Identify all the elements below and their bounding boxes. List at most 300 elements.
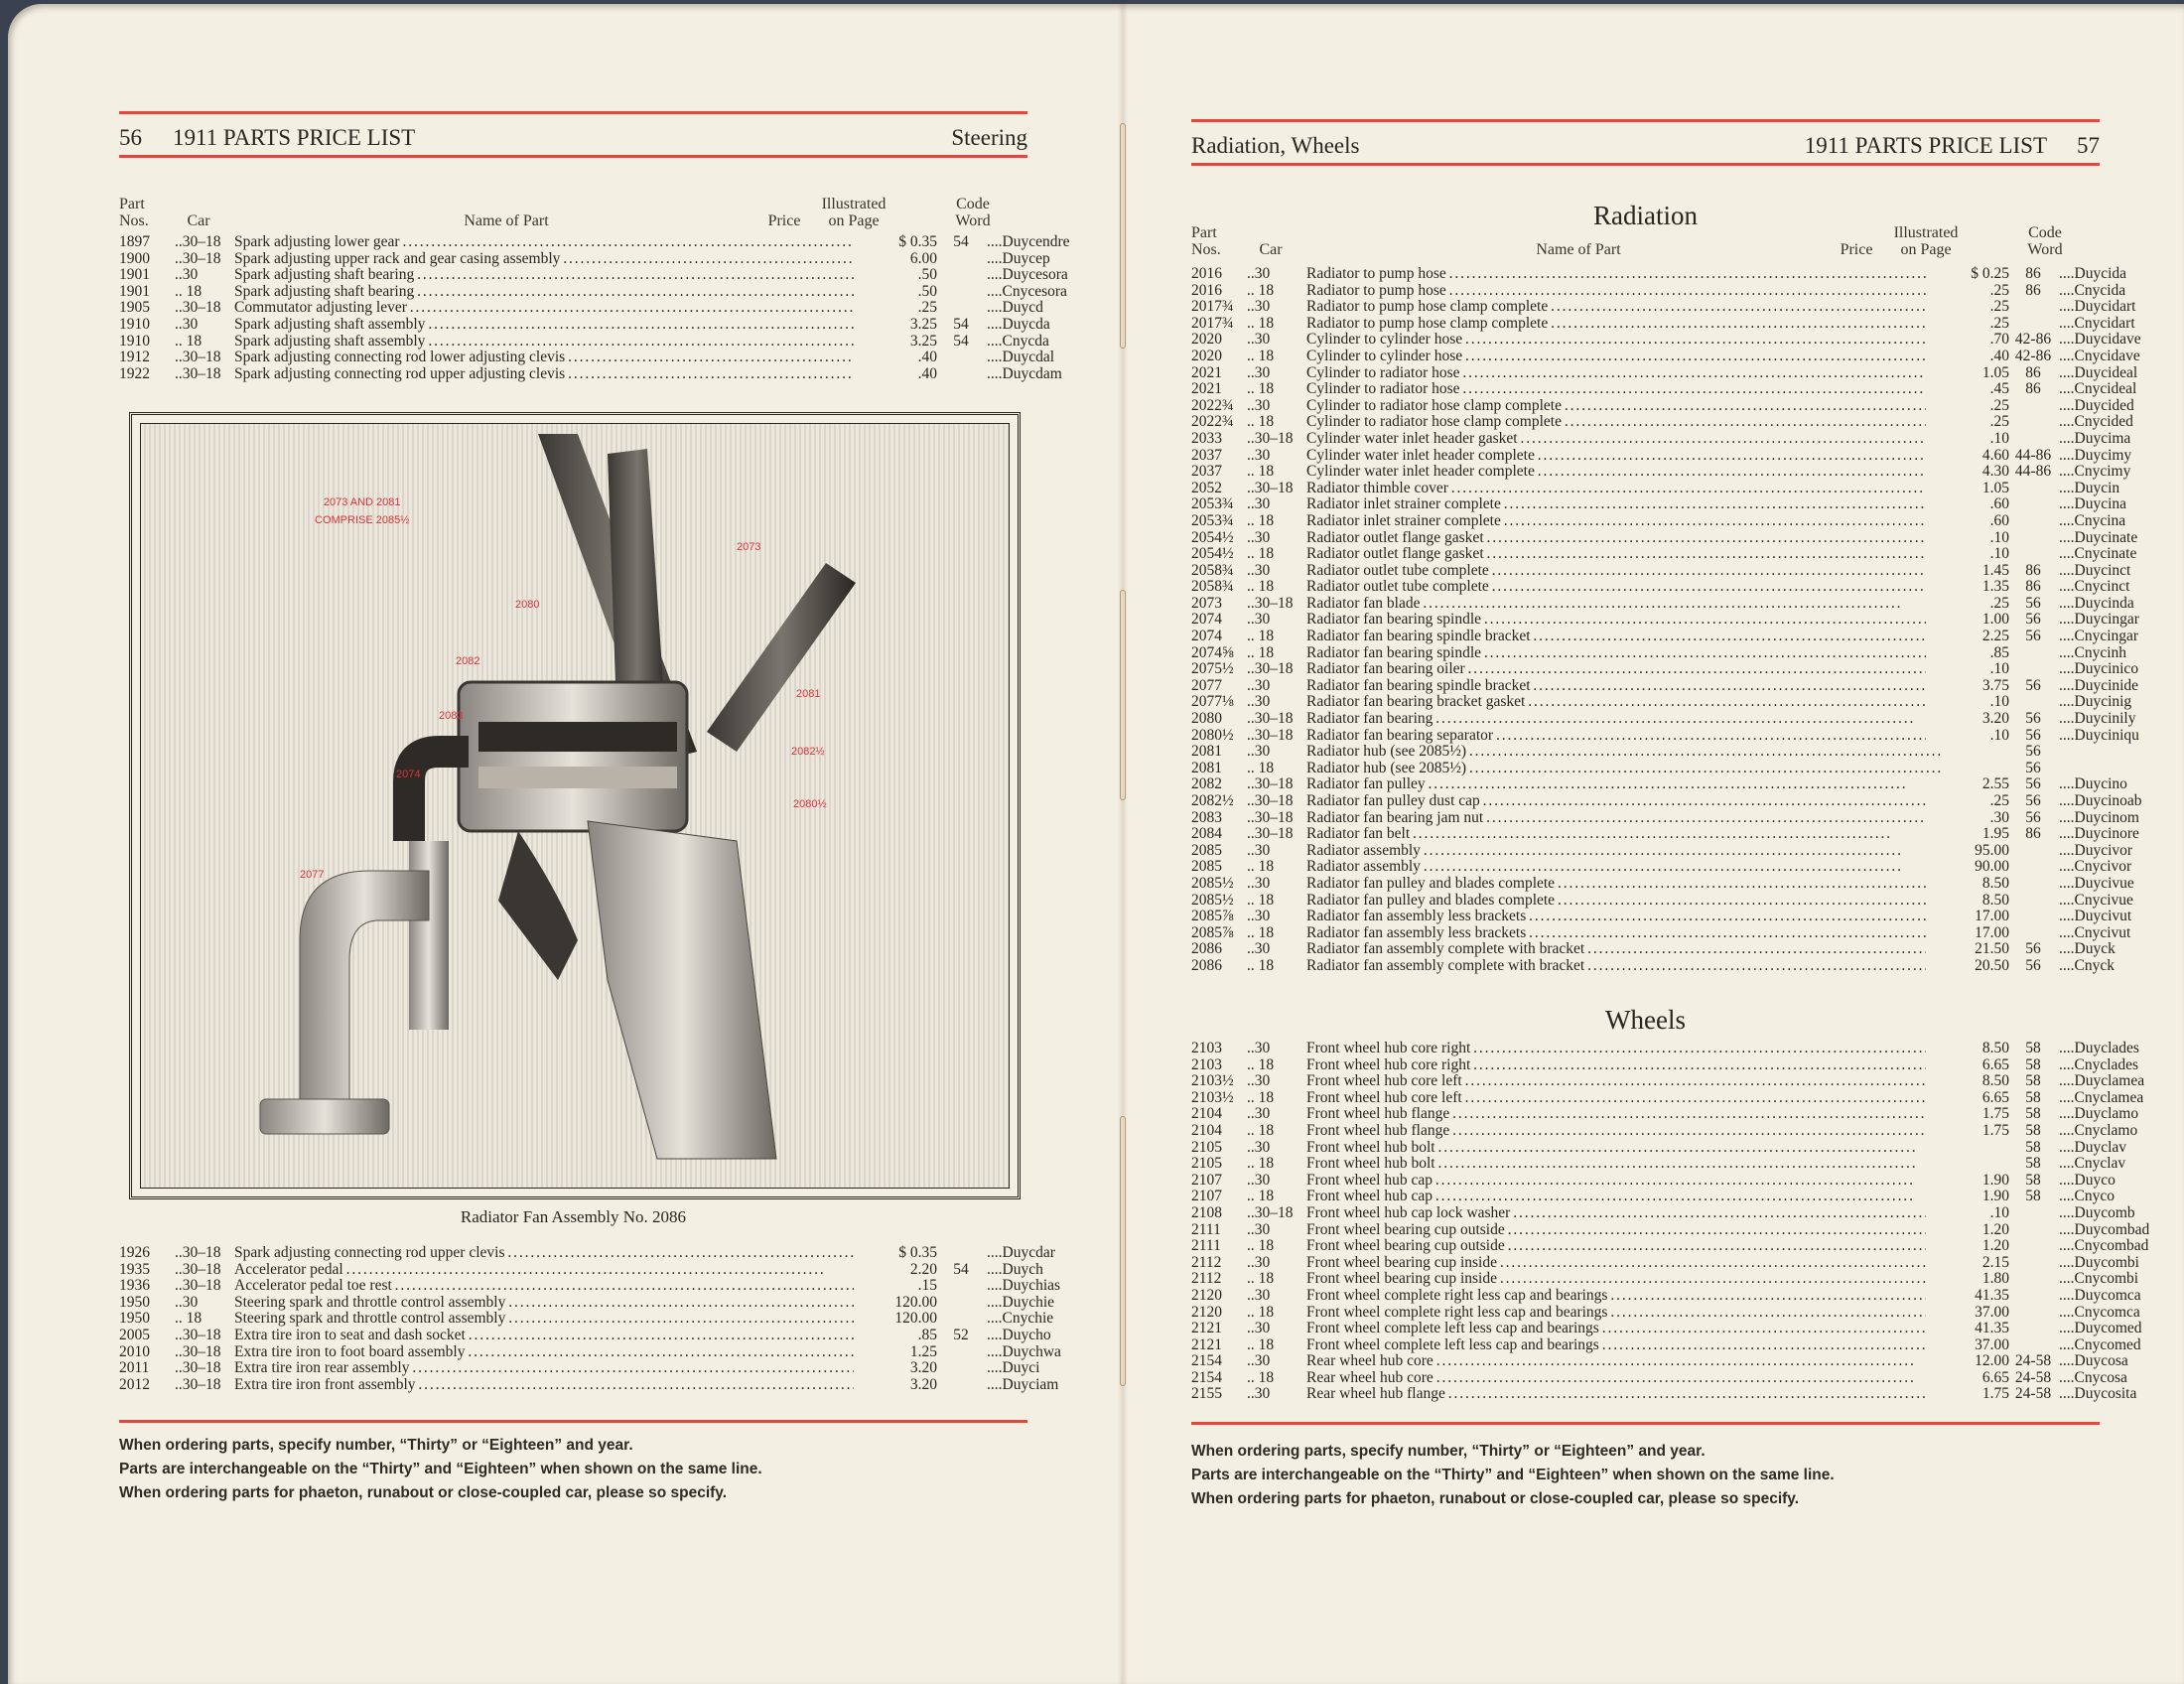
price: 120.00: [854, 1295, 937, 1312]
part-name: Steering spark and throttle control assembly . . .: [234, 1295, 870, 1312]
car-model: ..30: [1247, 1352, 1271, 1370]
part-number: 2016: [1191, 265, 1222, 282]
part-number: 1905: [119, 299, 150, 317]
table-row: [1191, 1270, 2139, 1288]
price: 4.60: [1926, 448, 2009, 465]
part-number: 2021: [1191, 380, 1222, 398]
table-row: [1191, 545, 2137, 563]
code-word: ....Cnycomed: [2059, 1335, 2141, 1353]
code-word: ....Duyclades: [2059, 1040, 2139, 1056]
part-name: Radiator assembly . . .: [1306, 859, 1942, 876]
table-row: [1191, 528, 2138, 547]
part-number: 2082½: [1191, 792, 1234, 809]
price: .40: [854, 350, 937, 366]
part-name: Cylinder water inlet header complete . . .: [1306, 464, 1942, 481]
car-model: .. 18: [1247, 1155, 1275, 1173]
part-number: 2074: [1191, 628, 1222, 645]
code-word: ....Duycideal: [2059, 363, 2138, 381]
price: .10: [1926, 694, 2009, 711]
illustrated-page: 58: [2025, 1155, 2041, 1173]
code-word: ....Cnycinate: [2059, 545, 2137, 563]
part-name: Radiator fan pulley . . .: [1306, 776, 1942, 793]
price: 120.00: [854, 1311, 937, 1328]
price: 6.65: [1926, 1057, 2009, 1074]
part-number: 2054½: [1191, 528, 1234, 546]
table-row: [1191, 761, 2100, 777]
part-name: Spark adjusting connecting rod lower adjusting clevis . . .: [234, 350, 870, 366]
callout-2081: 2081: [796, 688, 821, 700]
price: 1.75: [1926, 1123, 2009, 1140]
page-header: [119, 125, 1027, 151]
illustrated-page: 58: [2025, 1171, 2041, 1189]
illustrated-page: 44-86: [2014, 446, 2052, 464]
price: .60: [1926, 513, 2009, 530]
price: .40: [854, 366, 937, 383]
table-row: [1191, 511, 2126, 530]
header-rule-top: [119, 111, 1027, 114]
code-word: ....Duycinoab: [2059, 792, 2142, 809]
price: 17.00: [1926, 925, 2009, 942]
price: 3.20: [854, 1360, 937, 1377]
price: 1.05: [1926, 481, 2009, 497]
car-model: ..30–18: [1247, 825, 1294, 843]
table-row: [1191, 693, 2132, 711]
part-name: Radiator inlet strainer complete . . .: [1306, 496, 1942, 513]
part-number: 2104: [1191, 1105, 1222, 1123]
code-word: ....Duych: [987, 1260, 1043, 1278]
part-name: Extra tire iron to seat and dash socket . . .: [234, 1328, 870, 1344]
code-word: ....Duycdam: [987, 364, 1062, 382]
illustrated-page: 24-58: [2014, 1352, 2052, 1370]
car-model: .. 18: [1247, 628, 1275, 645]
code-word: ....Cnycivut: [2059, 923, 2131, 941]
part-number: 2155: [1191, 1385, 1222, 1403]
price: .25: [1926, 414, 2009, 431]
part-name: Radiator hub (see 2085½) . . .: [1306, 761, 1942, 777]
part-name: Cylinder water inlet header complete . . .: [1306, 448, 1942, 465]
table-row: [1191, 1352, 2128, 1370]
illustrated-page: 58: [2025, 1121, 2041, 1139]
part-name: Cylinder to radiator hose . . .: [1306, 381, 1942, 398]
code-word: ....Cnycideal: [2059, 380, 2137, 398]
illustrated-page: 86: [2025, 825, 2041, 843]
table-row: [1191, 825, 2139, 843]
table-row: [1191, 1072, 2145, 1090]
part-name: Radiator outlet flange gasket . . .: [1306, 530, 1942, 547]
part-number: 2080: [1191, 710, 1222, 728]
price: .10: [1926, 431, 2009, 448]
part-name: Radiator outlet flange gasket . . .: [1306, 546, 1942, 563]
table-row: [119, 1244, 1055, 1262]
code-word: ....Duyciam: [987, 1375, 1059, 1393]
illustrated-page: 86: [2025, 561, 2041, 579]
table-row: [1191, 396, 2134, 415]
car-model: .. 18: [1247, 858, 1275, 876]
part-name: Commutator adjusting lever . . .: [234, 300, 870, 317]
code-word: ....Cnycivor: [2059, 858, 2132, 876]
table-row: [1191, 775, 2127, 793]
table-row: [1191, 1040, 2139, 1057]
part-number: 2075½: [1191, 660, 1234, 678]
price: 41.35: [1926, 1288, 2009, 1305]
code-word: ....Cnycosa: [2059, 1368, 2127, 1386]
table-row: [1191, 611, 2139, 629]
code-word: ....Duycomed: [2059, 1320, 2142, 1337]
table-row: [1191, 380, 2137, 398]
part-name: Radiator fan bearing oiler . . .: [1306, 661, 1942, 678]
callout-2083: 2083: [439, 710, 464, 722]
radiation-heading: Radiation: [1593, 201, 1698, 230]
part-number: 1926: [119, 1244, 150, 1261]
car-model: ..30: [1247, 693, 1271, 711]
car-model: ..30–18: [1247, 710, 1294, 728]
table-row: [1191, 314, 2135, 333]
table-row: [1191, 1055, 2139, 1074]
car-model: ..30–18: [1247, 660, 1294, 678]
part-name: Extra tire iron front assembly . . .: [234, 1377, 870, 1394]
car-model: ..30: [1247, 676, 1271, 694]
part-name: Spark adjusting shaft assembly . . .: [234, 317, 870, 334]
table-row: [1191, 808, 2139, 827]
car-model: ..30: [1247, 1253, 1271, 1271]
price: 3.25: [854, 334, 937, 351]
code-word: ....Duycho: [987, 1326, 1051, 1343]
price: 1.00: [1926, 612, 2009, 629]
part-number: 2021: [1191, 363, 1222, 381]
part-number: 2053¾: [1191, 511, 1234, 529]
callout-2080: 2080: [515, 599, 540, 611]
part-name: Radiator fan pulley and blades complete . . .: [1306, 876, 1942, 893]
header-rule-bottom: [119, 155, 1027, 158]
table-row: [1191, 331, 2141, 349]
part-number: 2085½: [1191, 874, 1234, 892]
illustrated-page: 56: [2025, 611, 2041, 629]
table-row: [1191, 1171, 2116, 1190]
code-word: ....Duycinico: [2059, 660, 2139, 678]
left-page: [119, 4, 1070, 1684]
price: .25: [1926, 316, 2009, 333]
part-number: 2112: [1191, 1270, 1222, 1288]
car-model: ..30: [1247, 940, 1271, 958]
part-number: 2121: [1191, 1320, 1222, 1337]
price: .45: [1926, 381, 2009, 398]
table-row: [119, 1293, 1055, 1312]
car-model: ..30: [1247, 1220, 1271, 1238]
code-word: ....Cnycombad: [2059, 1237, 2149, 1255]
car-model: ..30–18: [175, 1260, 221, 1278]
table-row: [1191, 676, 2139, 695]
car-model: ..30: [1247, 611, 1271, 629]
price: 17.00: [1926, 909, 2009, 925]
car-model: ..30: [1247, 495, 1271, 513]
part-name: Radiator to pump hose clamp complete . . .: [1306, 299, 1942, 316]
car-model: ..30–18: [175, 349, 221, 366]
callout-2077: 2077: [300, 869, 325, 881]
col-name: Name of Part: [1536, 241, 1621, 258]
code-word: ....Duychias: [987, 1277, 1061, 1295]
price: .25: [1926, 283, 2009, 300]
table-row: [1191, 1286, 2141, 1305]
part-number: 1901: [119, 282, 150, 300]
car-model: .. 18: [1247, 1088, 1275, 1106]
part-name: Cylinder to radiator hose clamp complete . . .: [1306, 414, 1942, 431]
code-word: ....Duycinda: [2059, 594, 2134, 612]
part-number: 2074: [1191, 611, 1222, 629]
table-row: [119, 282, 1067, 301]
illustrated-page: 56: [2025, 792, 2041, 809]
part-number: 1910: [119, 332, 150, 350]
illustrated-page: 56: [2025, 594, 2041, 612]
car-model: .. 18: [1247, 545, 1275, 563]
price: $ 0.35: [854, 234, 937, 251]
part-name: Radiator fan assembly complete with bracket . . .: [1306, 941, 1942, 958]
table-row: [119, 1375, 1059, 1394]
price: 3.75: [1926, 678, 2009, 695]
part-number: 2154: [1191, 1352, 1222, 1370]
table-row: [1191, 561, 2131, 580]
code-word: ....Duycinom: [2059, 808, 2139, 826]
part-name: Front wheel hub cap lock washer . . .: [1306, 1205, 1942, 1222]
code-word: ....Duycimy: [2059, 446, 2132, 464]
price: .10: [1926, 546, 2009, 563]
car-model: ..30–18: [1247, 808, 1294, 826]
code-word: ....Duycingar: [2059, 611, 2139, 629]
part-number: 2005: [119, 1326, 150, 1343]
table-row: [119, 315, 1050, 334]
col-price: Price: [1840, 241, 1873, 258]
code-word: ....Cnyclamea: [2059, 1088, 2144, 1106]
col-name: Name of Part: [464, 212, 549, 229]
price: 1.25: [854, 1344, 937, 1361]
part-number: 2077: [1191, 676, 1222, 694]
table-row: [119, 266, 1068, 284]
table-row: [1191, 1320, 2142, 1337]
price: 2.20: [854, 1262, 937, 1279]
part-name: Radiator fan bearing separator . . .: [1306, 728, 1942, 745]
table-row: [1191, 1220, 2150, 1239]
table-row: [1191, 446, 2132, 465]
part-name: Radiator fan bearing spindle . . .: [1306, 645, 1942, 662]
car-model: .. 18: [1247, 463, 1275, 481]
car-model: .. 18: [1247, 643, 1275, 661]
part-number: 2107: [1191, 1188, 1222, 1205]
part-number: 2121: [1191, 1335, 1222, 1353]
part-name: Cylinder to radiator hose . . .: [1306, 365, 1942, 382]
table-row: [119, 1342, 1061, 1361]
code-word: ....Duycinct: [2059, 561, 2131, 579]
part-name: Front wheel hub core left . . .: [1306, 1073, 1942, 1090]
car-model: ..30: [175, 266, 199, 284]
table-row: [119, 1277, 1061, 1295]
part-name: Spark adjusting lower gear . . .: [234, 234, 870, 251]
table-row: [1191, 908, 2132, 925]
table-row: [1191, 413, 2133, 431]
car-model: ..30: [1247, 1385, 1271, 1403]
car-model: .. 18: [175, 332, 203, 350]
table-row: [119, 1310, 1054, 1328]
table-row: [1191, 858, 2132, 876]
car-model: .. 18: [1247, 923, 1275, 941]
table-row: [1191, 347, 2140, 365]
part-number: 2010: [119, 1342, 150, 1360]
code-word: ....Duycesora: [987, 266, 1068, 284]
car-model: .. 18: [1247, 380, 1275, 398]
part-name: Cylinder to cylinder hose . . .: [1306, 349, 1942, 365]
illustrated-page: 58: [2025, 1188, 2041, 1205]
code-word: ....Duycinig: [2059, 693, 2132, 711]
part-number: 2111: [1191, 1237, 1221, 1255]
code-word: ....Duychwa: [987, 1342, 1061, 1360]
fan-illustration: [140, 423, 1010, 1189]
part-name: Rear wheel hub core . . .: [1306, 1370, 1942, 1387]
part-name: Radiator thimble cover . . .: [1306, 481, 1942, 497]
part-number: 2022¾: [1191, 396, 1234, 414]
illustrated-page: 54: [953, 315, 969, 333]
part-number: 2011: [119, 1359, 150, 1377]
car-model: ..30: [1247, 528, 1271, 546]
price: 4.30: [1926, 464, 2009, 481]
table-row: [1191, 1368, 2127, 1387]
code-word: ....Duycima: [2059, 429, 2131, 447]
price: .15: [854, 1278, 937, 1295]
part-name: Radiator fan bearing bracket gasket . . .: [1306, 694, 1942, 711]
part-name: Front wheel complete right less cap and bearings . . .: [1306, 1305, 1942, 1322]
price: 12.00: [1926, 1353, 2009, 1370]
car-model: ..30–18: [175, 1359, 221, 1377]
parts-table-top: [119, 233, 1070, 382]
part-number: 2104: [1191, 1121, 1222, 1139]
part-number: 2037: [1191, 463, 1222, 481]
code-word: ....Duyciniqu: [2059, 726, 2139, 744]
part-number: 2016: [1191, 281, 1222, 299]
illustrated-page: 58: [2025, 1040, 2041, 1056]
price: 21.50: [1926, 941, 2009, 958]
price: .10: [1926, 728, 2009, 745]
part-name: Accelerator pedal . . .: [234, 1262, 870, 1279]
part-number: 1922: [119, 364, 150, 382]
code-word: ....Cnycidart: [2059, 314, 2135, 332]
table-row: [1191, 495, 2127, 513]
car-model: ..30–18: [175, 249, 221, 267]
car-model: .. 18: [175, 282, 203, 300]
illustrated-page: 54: [953, 1260, 969, 1278]
part-name: Steering spark and throttle control assembly . . .: [234, 1311, 870, 1328]
code-word: ....Duycosa: [2059, 1352, 2128, 1370]
price: .10: [1926, 661, 2009, 678]
part-number: 2108: [1191, 1203, 1222, 1221]
part-name: Radiator to pump hose . . .: [1306, 283, 1942, 300]
car-model: .. 18: [1247, 1237, 1275, 1255]
car-model: ..30: [1247, 298, 1271, 316]
right-page: [1191, 4, 2150, 1684]
table-row: [1191, 298, 2136, 316]
code-word: ....Duycomca: [2059, 1286, 2141, 1304]
car-model: .. 18: [1247, 314, 1275, 332]
illustrated-page: 58: [2025, 1138, 2041, 1156]
part-number: 2086: [1191, 956, 1222, 974]
price: 3.20: [1926, 711, 2009, 728]
binding-stitch: [1120, 1116, 1126, 1386]
table-row: [1191, 265, 2127, 283]
footer-line: When ordering parts for phaeton, runabout or close-coupled car, please so specify.: [1191, 1490, 1800, 1507]
part-number: 2073: [1191, 594, 1222, 612]
part-number: 2103½: [1191, 1088, 1234, 1106]
table-row: [119, 249, 1050, 268]
header-rule-top: [1191, 119, 2100, 122]
part-name: Front wheel hub bolt . . .: [1306, 1140, 1942, 1157]
price: 2.55: [1926, 776, 2009, 793]
part-number: 2085⅞: [1191, 908, 1234, 925]
code-word: ....Duychie: [987, 1293, 1055, 1311]
part-number: 2085: [1191, 858, 1222, 876]
illustrated-page: 42-86: [2014, 347, 2052, 364]
table-row: [1191, 1121, 2138, 1140]
part-number: 2082: [1191, 775, 1222, 793]
code-word: ....Duycinate: [2059, 528, 2138, 546]
footer-line: Parts are interchangeable on the “Thirty” and “Eighteen” when shown on the same line.: [1191, 1467, 1835, 1483]
wheels-table: [1191, 1040, 2150, 1403]
part-number: 2017¾: [1191, 298, 1234, 316]
car-model: ..30: [1247, 874, 1271, 892]
part-name: Front wheel hub flange . . .: [1306, 1123, 1942, 1140]
code-word: ....Duycivut: [2059, 908, 2132, 925]
part-name: Extra tire iron rear assembly . . .: [234, 1360, 870, 1377]
price: $ 0.35: [854, 1245, 937, 1262]
illustrated-page: 56: [2025, 808, 2041, 826]
page-number: 56: [119, 125, 142, 150]
code-word: ....Cnyclamo: [2059, 1121, 2138, 1139]
car-model: ..30: [1247, 363, 1271, 381]
code-word: ....Cnycesora: [987, 282, 1067, 300]
illustrated-page: 86: [2025, 380, 2041, 398]
part-number: 2017¾: [1191, 314, 1234, 332]
col-illustrated: Illustrated on Page: [1893, 224, 1959, 258]
code-word: ....Cnycinct: [2059, 578, 2130, 596]
price: 37.00: [1926, 1305, 2009, 1322]
code-word: ....Duycd: [987, 299, 1043, 317]
price: 1.05: [1926, 365, 2009, 382]
car-model: ..30–18: [1247, 429, 1294, 447]
car-model: .. 18: [1247, 1188, 1275, 1205]
car-model: ..30–18: [175, 1342, 221, 1360]
price: 1.95: [1926, 826, 2009, 843]
price: 6.65: [1926, 1370, 2009, 1387]
price: 6.65: [1926, 1090, 2009, 1107]
price: 3.25: [854, 317, 937, 334]
part-number: 2052: [1191, 479, 1222, 496]
car-model: ..30–18: [175, 364, 221, 382]
part-number: 1935: [119, 1260, 150, 1278]
code-word: ....Cnycivue: [2059, 891, 2133, 909]
illustrated-page: 58: [2025, 1088, 2041, 1106]
table-row: [119, 299, 1043, 317]
part-name: Radiator fan belt . . .: [1306, 826, 1942, 843]
part-number: 2154: [1191, 1368, 1222, 1386]
callout-2082-half: 2082½: [791, 746, 825, 758]
car-model: .. 18: [1247, 1303, 1275, 1321]
price: .25: [1926, 398, 2009, 415]
car-model: .. 18: [1247, 1335, 1275, 1353]
car-model: ..30: [1247, 1286, 1271, 1304]
part-name: Spark adjusting upper rack and gear casing assembly . . .: [234, 251, 870, 268]
car-model: ..30: [1247, 1040, 1271, 1056]
car-model: .. 18: [1247, 759, 1275, 776]
illustrated-page: 56: [2025, 759, 2041, 776]
illustrated-page: 44-86: [2014, 463, 2052, 481]
code-word: ....Duyclav: [2059, 1138, 2127, 1156]
code-word: ....Cnycda: [987, 332, 1049, 350]
price: .85: [1926, 645, 2009, 662]
